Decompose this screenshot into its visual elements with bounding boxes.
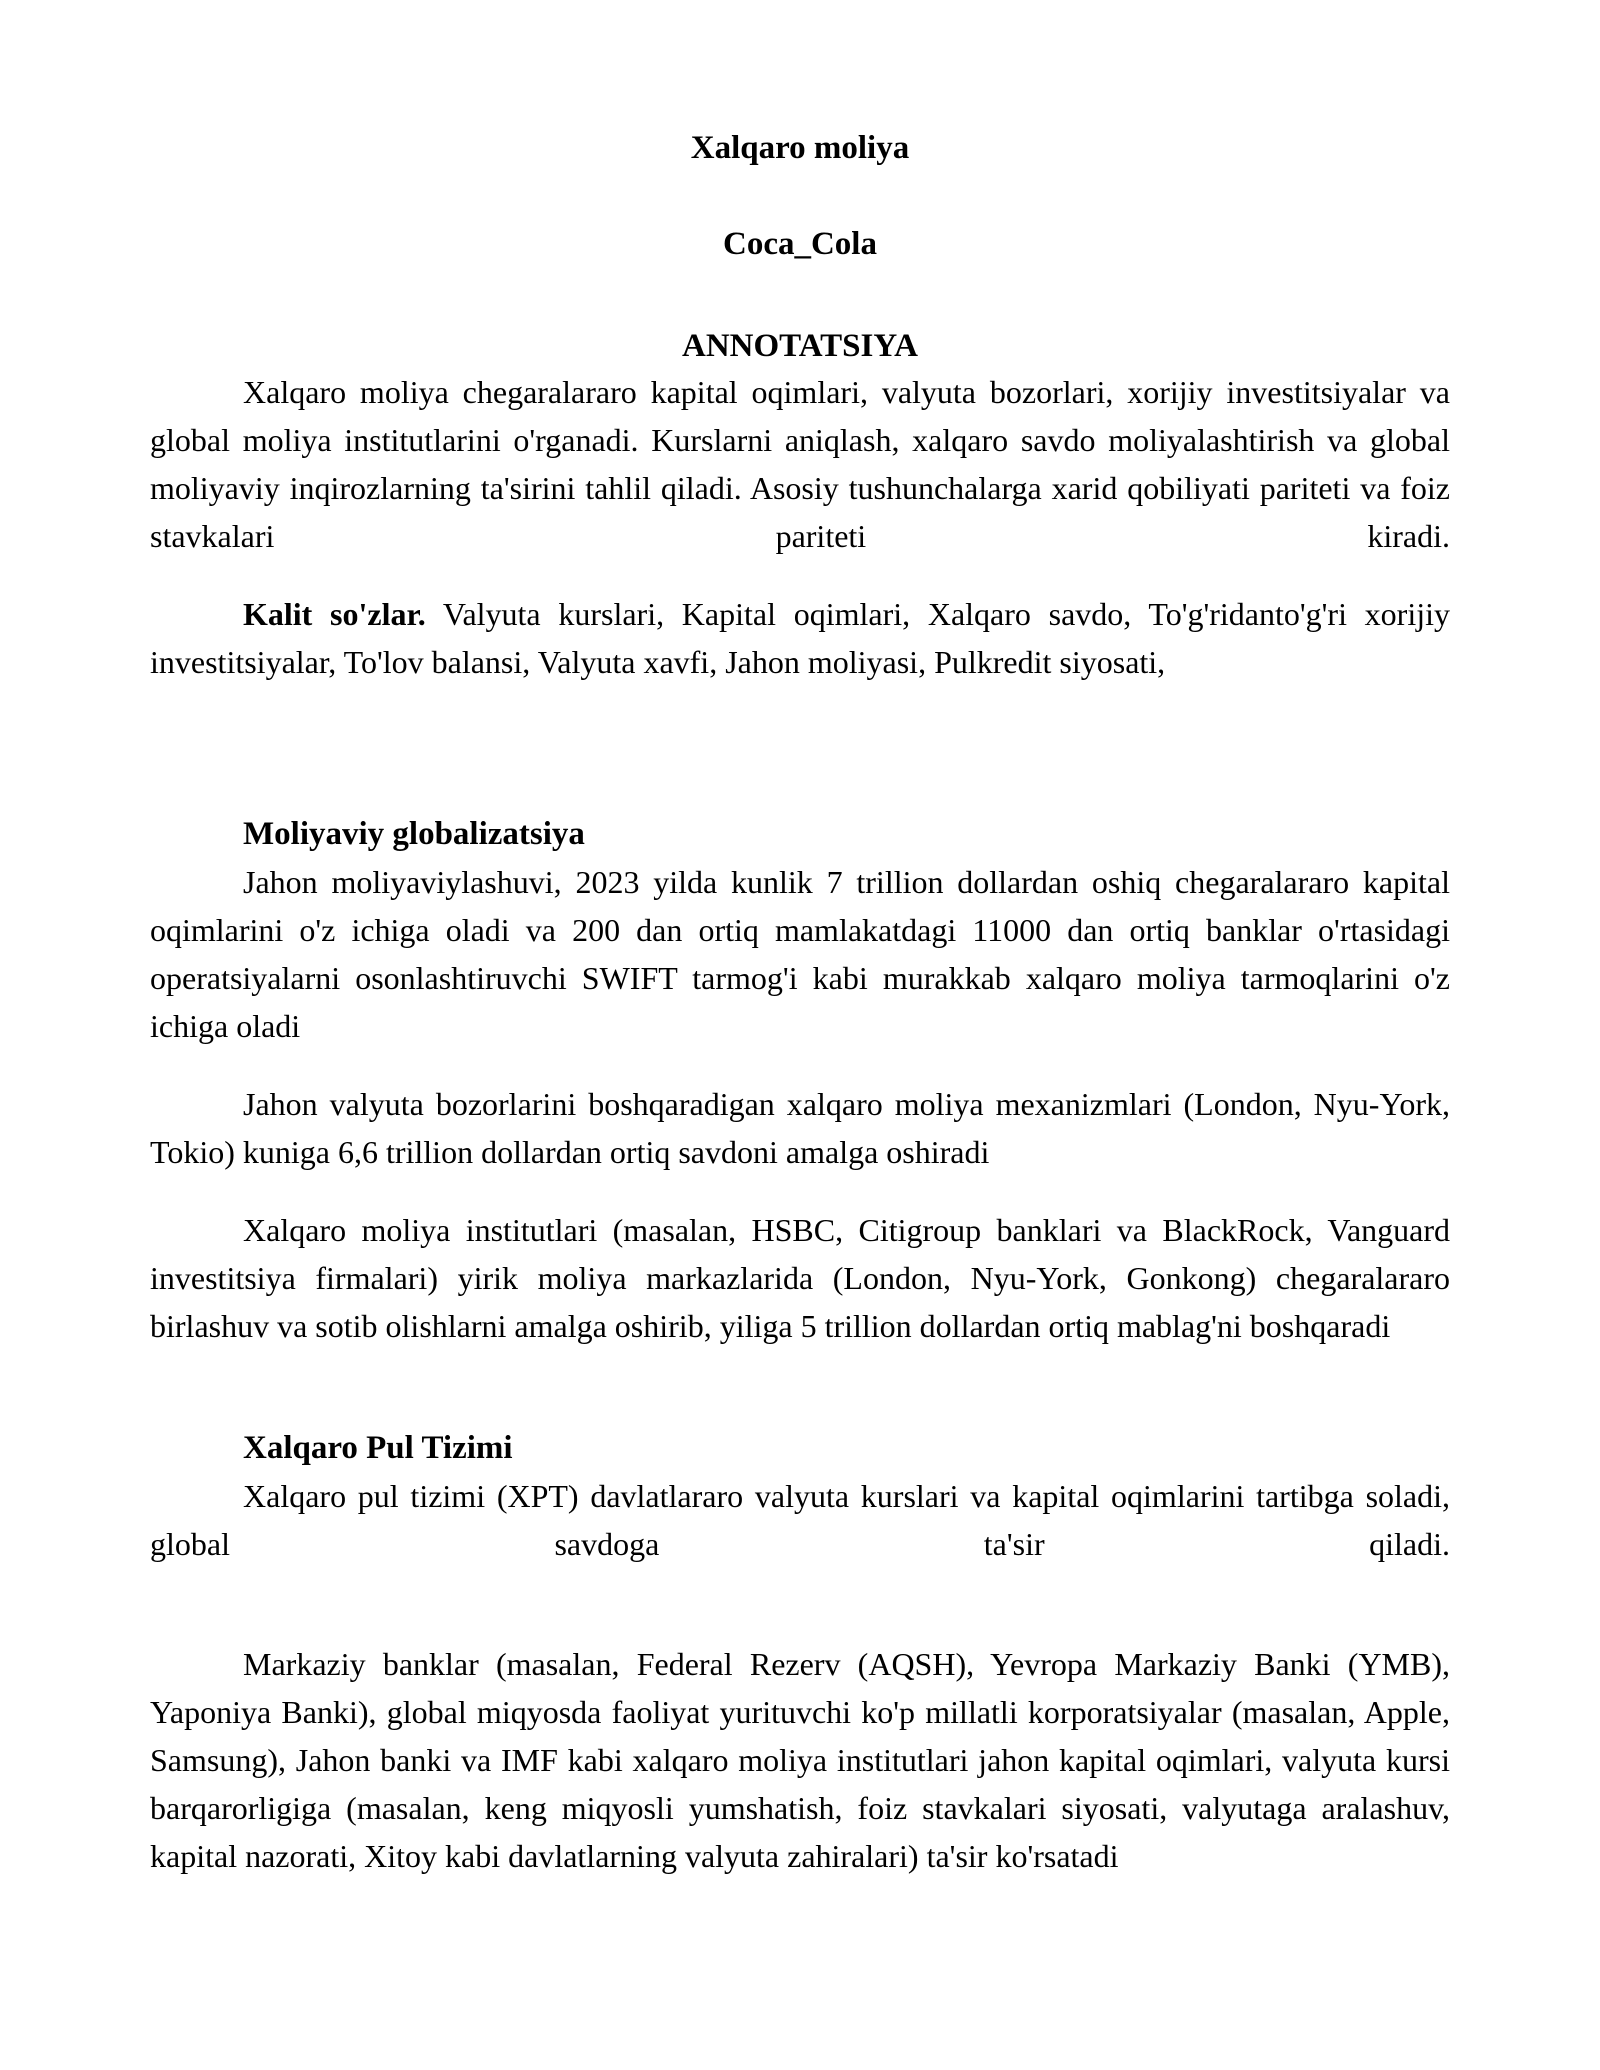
document-subtitle: Coca_Cola	[723, 226, 877, 262]
section1-paragraph-2: Jahon valyuta bozorlarini boshqaradigan xalqaro moliya mexanizmlari (London, Nyu-York, Tokio) kuniga 6,6 trillion dollardan ortiq savdoni amalga oshiradi	[150, 1086, 1450, 1170]
section-heading-financial-globalization: Moliyaviy globalizatsiya	[243, 816, 585, 852]
document-page	[150, 128, 1450, 1880]
section1-paragraph-3: Xalqaro moliya institutlari (masalan, HSBC, Citigroup banklari va BlackRock, Vanguard investitsiya firmalari) yirik moliya markazlarida (London, Nyu-York, Gonkong) chegaralararo birlashuv va sotib olishlarni amalga oshirib, yiliga 5 trillion dollardan ortiq mablag'ni boshqaradi	[150, 1212, 1450, 1344]
section1-paragraph-1: Jahon moliyaviylashuvi, 2023 yilda kunlik 7 trillion dollardan oshiq chegaralararo kapital oqimlarini o'z ichiga oladi va 200 dan ortiq mamlakatdagi 11000 dan ortiq banklar o'rtasidagi operatsiyalarni osonlashtiruvchi SWIFT tarmog'i kabi murakkab xalqaro moliya tarmoqlarini o'z ichiga oladi	[150, 864, 1450, 1044]
keywords-label: Kalit so'zlar.	[243, 596, 426, 632]
spacer	[150, 1050, 1450, 1080]
section2-paragraph-1: Xalqaro pul tizimi (XPT) davlatlararo valyuta kurslari va kapital oqimlarini tartibga soladi, global savdoga ta'sir qiladi.	[150, 1478, 1450, 1562]
section-heading-international-monetary-system: Xalqaro Pul Tizimi	[243, 1430, 513, 1466]
annotation-heading: ANNOTATSIYA	[682, 328, 918, 364]
document-title: Xalqaro moliya	[690, 130, 910, 166]
spacer	[150, 1176, 1450, 1206]
spacer	[150, 560, 1450, 590]
spacer	[150, 1350, 1450, 1424]
keywords-text: Valyuta kurslari, Kapital oqimlari, Xalqaro savdo, To'g'ridanto'g'ri xorijiy investitsiyalar, To'lov balansi, Valyuta xavfi, Jahon moliyasi, Pulkredit siyosati,	[150, 596, 1451, 680]
spacer	[150, 1568, 1450, 1640]
spacer	[150, 686, 1450, 810]
section2-paragraph-2: Markaziy banklar (masalan, Federal Rezerv (AQSH), Yevropa Markaziy Banki (YMB), Yaponiya Banki), global miqyosda faoliyat yurituvchi ko'p millatli korporatsiyalar (masalan, Apple, Samsung), Jahon banki va IMF kabi xalqaro moliya institutlari jahon kapital oqimlari, valyuta kursi barqarorligiga (masalan, keng miqyosli yumshatish, foiz stavkalari siyosati, valyutaga aralashuv, kapital nazorati, Xitoy kabi davlatlarning valyuta zahiralari) ta'sir ko'rsatadi	[150, 1646, 1450, 1874]
annotation-paragraph: Xalqaro moliya chegaralararo kapital oqimlari, valyuta bozorlari, xorijiy investitsiyalar va global moliya institutlarini o'rganadi. Kurslarni aniqlash, xalqaro savdo moliyalashtirish va global moliyaviy inqirozlarning ta'sirini tahlil qiladi. Asosiy tushunchalarga xarid qobiliyati pariteti va foiz stavkalari pariteti kiradi.	[150, 374, 1450, 554]
keywords-paragraph	[150, 590, 1450, 686]
